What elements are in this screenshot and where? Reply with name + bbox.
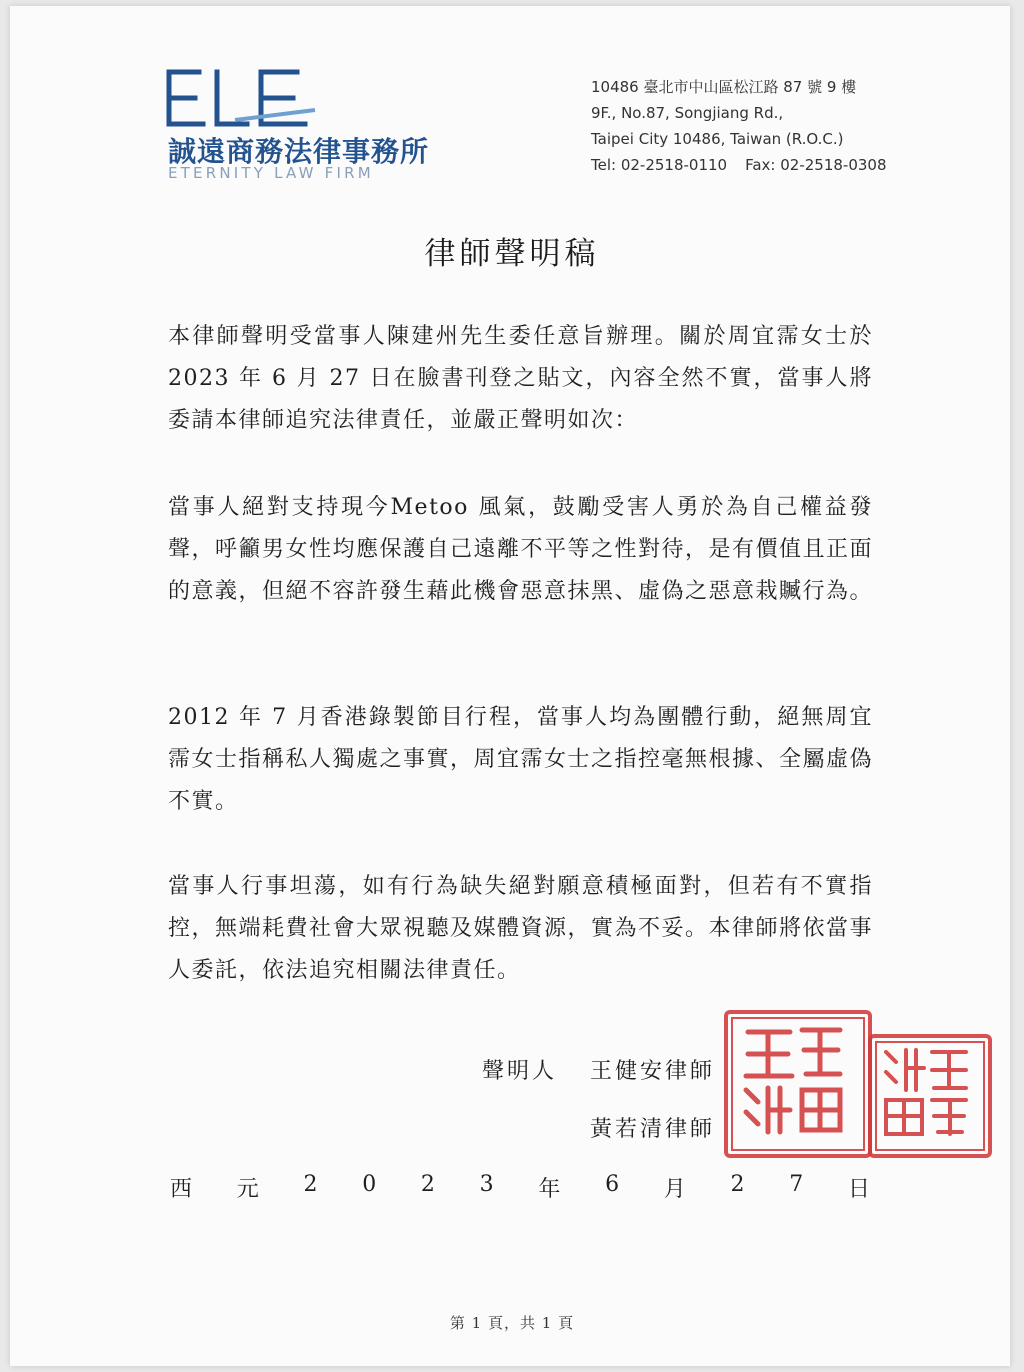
paragraph-2: 當事人絕對支持現今Metoo 風氣，鼓勵受害人勇於為自己權益發聲，呼籲男女性均應保護自己遠離不平等之性對待，是有價值且正面的意義，但絕不容許發生藉此機會惡意抹黑、虛偽之惡意栽贓行為。 bbox=[168, 495, 874, 604]
date-char: 年 bbox=[538, 1177, 561, 1202]
seal-stamp-1 bbox=[724, 1010, 872, 1158]
address-line: 9F., No.87, Songjiang Rd., bbox=[591, 104, 784, 122]
lawyer-name-2: 黃若清律師 bbox=[590, 1117, 716, 1142]
ele-logo-mark bbox=[165, 68, 325, 130]
address-line: Taipei City 10486, Taiwan (R.O.C.) bbox=[591, 130, 844, 148]
date-char: 日 bbox=[847, 1177, 870, 1202]
seal-stamp-2 bbox=[868, 1034, 992, 1158]
date-char: 月 bbox=[663, 1177, 686, 1202]
paragraph-3: 2012 年 7 月香港錄製節目行程，當事人均為團體行動，絕無周宜霈女士指稱私人獨處之事實，周宜霈女士之指控毫無根據、全屬虛偽不實。 bbox=[168, 705, 874, 814]
firm-name-english: ETERNITY LAW FIRM bbox=[168, 164, 374, 182]
firm-address bbox=[591, 74, 887, 178]
date-char: 2 bbox=[303, 1172, 318, 1197]
date-char: 6 bbox=[605, 1172, 620, 1197]
document-page bbox=[10, 6, 1010, 1366]
paragraph-1: 本律師聲明受當事人陳建州先生委任意旨辦理。關於周宜霈女士於 2023 年 6 月 27 日在臉書刊登之貼文，內容全然不實，當事人將委請本律師追究法律責任，並嚴正聲明如次： bbox=[168, 324, 873, 433]
lawyer-name-1: 王健安律師 bbox=[590, 1059, 716, 1084]
document-title: 律師聲明稿 bbox=[424, 236, 600, 272]
page-footer: 第 1 頁，共 1 頁 bbox=[449, 1314, 575, 1332]
date-char: 0 bbox=[362, 1172, 377, 1197]
date-char: 3 bbox=[479, 1172, 494, 1197]
date-char: 元 bbox=[236, 1177, 259, 1202]
paragraph-4: 當事人行事坦蕩，如有行為缺失絕對願意積極面對，但若有不實指控，無端耗費社會大眾視聽及媒體資源，實為不妥。本律師將依當事人委託，依法追究相關法律責任。 bbox=[168, 874, 874, 983]
date-line bbox=[170, 1172, 870, 1203]
declarant-label: 聲明人 bbox=[482, 1059, 558, 1084]
address-line: 10486 臺北市中山區松江路 87 號 9 樓 bbox=[591, 78, 857, 96]
seal-2-glyphs bbox=[872, 1038, 980, 1146]
fax: Fax: 02-2518-0308 bbox=[745, 156, 887, 174]
telephone: Tel: 02-2518-0110 bbox=[591, 156, 728, 174]
firm-name-chinese: 誠遠商務法律事務所 bbox=[168, 135, 430, 168]
date-char: 2 bbox=[420, 1172, 435, 1197]
seal-1-glyphs bbox=[728, 1014, 860, 1146]
contact-line bbox=[591, 152, 887, 178]
date-char: 2 bbox=[730, 1172, 745, 1197]
date-char: 7 bbox=[789, 1172, 804, 1197]
date-char: 西 bbox=[170, 1177, 193, 1202]
